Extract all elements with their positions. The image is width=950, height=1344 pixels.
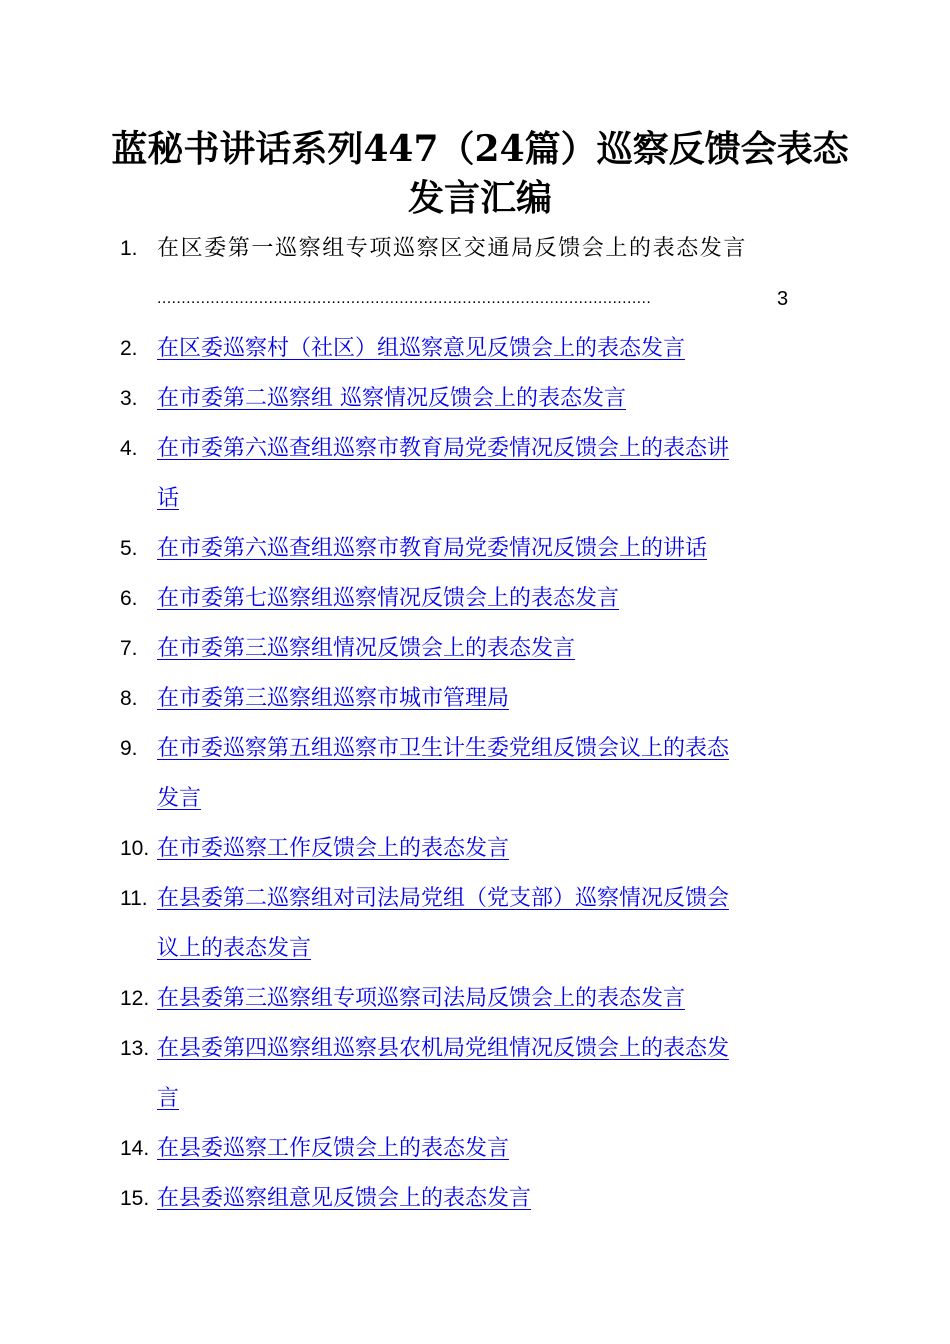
toc-line [120, 529, 840, 569]
toc-item-number: 2. [120, 337, 138, 360]
toc-item-link[interactable]: 在市委巡察工作反馈会上的表态发言 [157, 836, 510, 861]
toc-item-number: 7. [120, 637, 138, 660]
toc-line [120, 229, 840, 269]
toc-line [120, 329, 840, 369]
toc-leader-line [120, 279, 840, 319]
toc-item-link[interactable]: 在县委第四巡察组巡察县农机局党组情况反馈会上的表态发 [157, 1036, 730, 1061]
toc-line [120, 779, 840, 819]
toc-item-number: 5. [120, 537, 138, 560]
toc-item-link[interactable]: 在市委第二巡察组 巡察情况反馈会上的表态发言 [157, 386, 626, 411]
toc-item-link[interactable]: 在市委第三巡察组情况反馈会上的表态发言 [157, 636, 576, 661]
toc-item-number: 11. [120, 887, 148, 910]
toc-line [120, 879, 840, 919]
document-title-line-2: 发言汇编 [407, 177, 552, 219]
toc-line [120, 379, 840, 419]
toc-item-number: 10. [120, 837, 150, 860]
toc-line [120, 429, 840, 469]
toc-line [120, 1079, 840, 1119]
toc-line [120, 679, 840, 719]
toc-item-number: 13. [120, 1037, 150, 1060]
toc-item-link[interactable]: 在县委巡察组意见反馈会上的表态发言 [157, 1186, 532, 1211]
toc-item-link[interactable]: 在市委第六巡查组巡察市教育局党委情况反馈会上的讲话 [157, 536, 708, 561]
toc-item-number: 6. [120, 587, 138, 610]
toc-item-link[interactable]: 在市委第七巡察组巡察情况反馈会上的表态发言 [157, 586, 620, 611]
toc-line [120, 829, 840, 869]
toc-item-link[interactable]: 在市委第三巡察组巡察市城市管理局 [157, 686, 510, 711]
toc-item-number: 8. [120, 687, 138, 710]
toc-item-number: 4. [120, 437, 138, 460]
toc-item-link[interactable]: 在县委第二巡察组对司法局党组（党支部）巡察情况反馈会 [157, 886, 730, 911]
toc-dot-leader: ...................................................................................................... [157, 290, 652, 307]
toc-item-number: 1. [120, 237, 138, 260]
toc-item-number: 12. [120, 987, 150, 1010]
toc-item-link[interactable]: 在县委第三巡察组专项巡察司法局反馈会上的表态发言 [157, 986, 686, 1011]
toc-line [120, 1179, 840, 1219]
toc-item-link[interactable]: 在市委巡察第五组巡察市卫生计生委党组反馈会议上的表态 [157, 736, 730, 761]
toc-item-link[interactable]: 在区委巡察村（社区）组巡察意见反馈会上的表态发言 [157, 336, 686, 361]
toc-line [120, 1029, 840, 1069]
toc-line [120, 979, 840, 1019]
toc-item-link[interactable]: 在市委第六巡查组巡察市教育局党委情况反馈会上的表态讲 [157, 436, 730, 461]
toc-item-number: 15. [120, 1187, 150, 1210]
toc-item-number: 14. [120, 1137, 150, 1160]
toc-item-number: 9. [120, 737, 138, 760]
toc-item-link[interactable]: 发言 [157, 786, 202, 811]
toc-item-link[interactable]: 话 [157, 486, 180, 511]
toc-line [120, 929, 840, 969]
toc-item-number: 3. [120, 387, 138, 410]
toc-item-text: 在区委第一巡察组专项巡察区交通局反馈会上的表态发言 [157, 236, 748, 261]
toc-page-number: 3 [777, 288, 789, 310]
toc-item-link[interactable]: 议上的表态发言 [157, 936, 312, 961]
toc-line [120, 1129, 840, 1169]
document-title-line-1: 蓝秘书讲话系列447（24篇）巡察反馈会表态 [111, 128, 849, 170]
toc-line [120, 629, 840, 669]
toc-item-link[interactable]: 在县委巡察工作反馈会上的表态发言 [157, 1136, 510, 1161]
toc-line [120, 729, 840, 769]
toc-item-link[interactable]: 言 [157, 1086, 180, 1111]
toc-line [120, 579, 840, 619]
toc-line [120, 479, 840, 519]
